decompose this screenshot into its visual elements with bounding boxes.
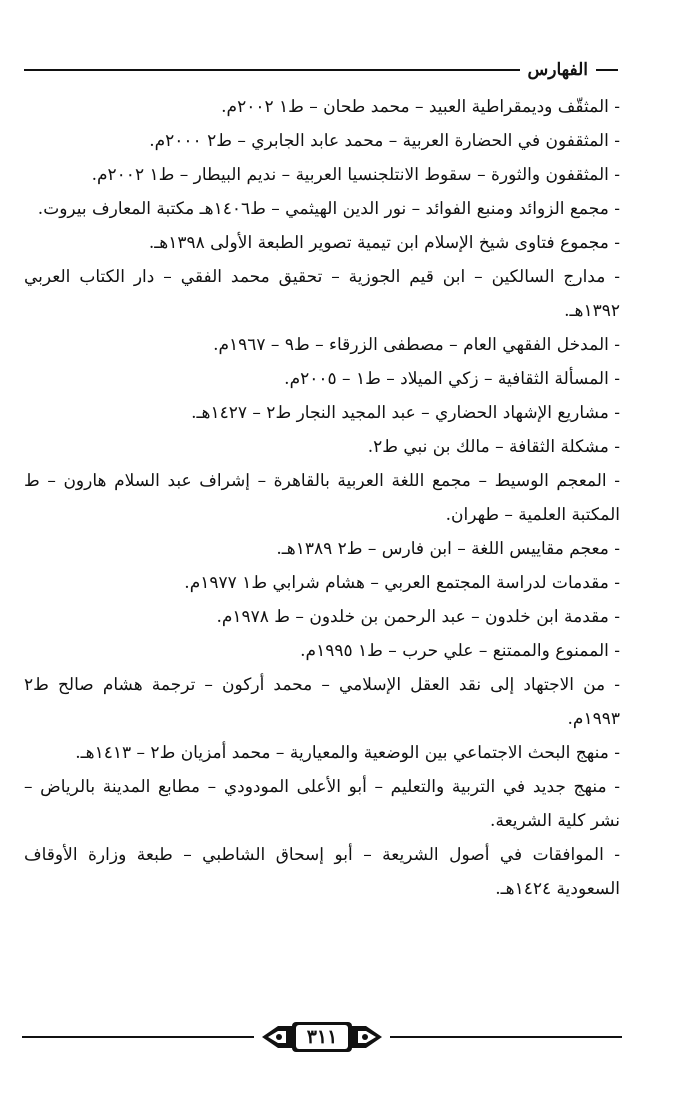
bibliography-entry: - المسألة الثقافية – زكي الميلاد – ط١ – ٢٠٠٥م. [284,369,620,389]
bibliography-entry: - معجم مقاييس اللغة – ابن فارس – ط٢ ١٣٨٩هـ. [276,539,620,559]
bibliography-entry: - المثقّف وديمقراطية العبيد – محمد طحان – ط١ ٢٠٠٢م. [221,97,620,117]
footer-rule-right [390,1036,622,1038]
bibliography-entry: - المدخل الفقهي العام – مصطفى الزرقاء – ط٩ – ١٩٦٧م. [213,335,620,355]
bibliography-entry: - مجموع فتاوى شيخ الإسلام ابن تيمية تصوير الطبعة الأولى ١٣٩٨هـ. [148,233,620,253]
bibliography-entry: - منهج جديد في التربية والتعليم – أبو الأعلى المودودي – مطابع المدينة بالرياض – نشر كلية الشريعة. [24,777,620,831]
bibliography-entry: - مجمع الزوائد ومنبع الفوائد – نور الدين الهيثمي – ط١٤٠٦هـ مكتبة المعارف بيروت. [37,199,620,219]
bibliography-entry: - المعجم الوسيط – مجمع اللغة العربية بالقاهرة – إشراف عبد السلام هارون – ط المكتبة العلمية – طهران. [24,471,620,525]
bibliography-entry: - الممنوع والممتنع – علي حرب – ط١ ١٩٩٥م. [300,641,620,661]
bibliography-entry: - الموافقات في أصول الشريعة – أبو إسحاق الشاطبي – طبعة وزارة الأوقاف السعودية ١٤٢٤هـ. [24,845,620,899]
bibliography-entry: - المثقفون في الحضارة العربية – محمد عابد الجابري – ط٢ ٢٠٠٠م. [149,131,620,151]
page-header [24,58,618,82]
bibliography-list [24,90,620,906]
bibliography-entry: - مدارج السالكين – ابن قيم الجوزية – تحقيق محمد الفقي – دار الكتاب العربي ١٣٩٢هـ. [24,267,620,321]
bibliography-entry: - مقدمات لدراسة المجتمع العربي – هشام شرابي ط١ ١٩٧٧م. [184,573,620,593]
page-footer [22,1012,622,1062]
header-long-rule [24,69,520,71]
page-number: ٣١١ [306,1026,338,1048]
bibliography-entry: - من الاجتهاد إلى نقد العقل الإسلامي – محمد أركون – ترجمة هشام صالح ط٢ ١٩٩٣م. [24,675,620,729]
footer-rule-left [22,1036,254,1038]
bibliography-entry: - المثقفون والثورة – سقوط الانتلجنسيا العربية – نديم البيطار – ط١ ٢٠٠٢م. [91,165,620,185]
bibliography-entry: - مشكلة الثقافة – مالك بن نبي ط٢. [367,437,620,457]
bibliography-entry: - مقدمة ابن خلدون – عبد الرحمن بن خلدون – ط ١٩٧٨م. [216,607,620,627]
bibliography-entry: - مشاريع الإشهاد الحضاري – عبد المجيد النجار ط٢ – ١٤٢٧هـ. [191,403,620,423]
bibliography-entry: - منهج البحث الاجتماعي بين الوضعية والمعيارية – محمد أمزيان ط٢ – ١٤١٣هـ. [75,743,620,763]
page-title: الفهارس [527,60,588,80]
header-short-rule [596,69,618,71]
